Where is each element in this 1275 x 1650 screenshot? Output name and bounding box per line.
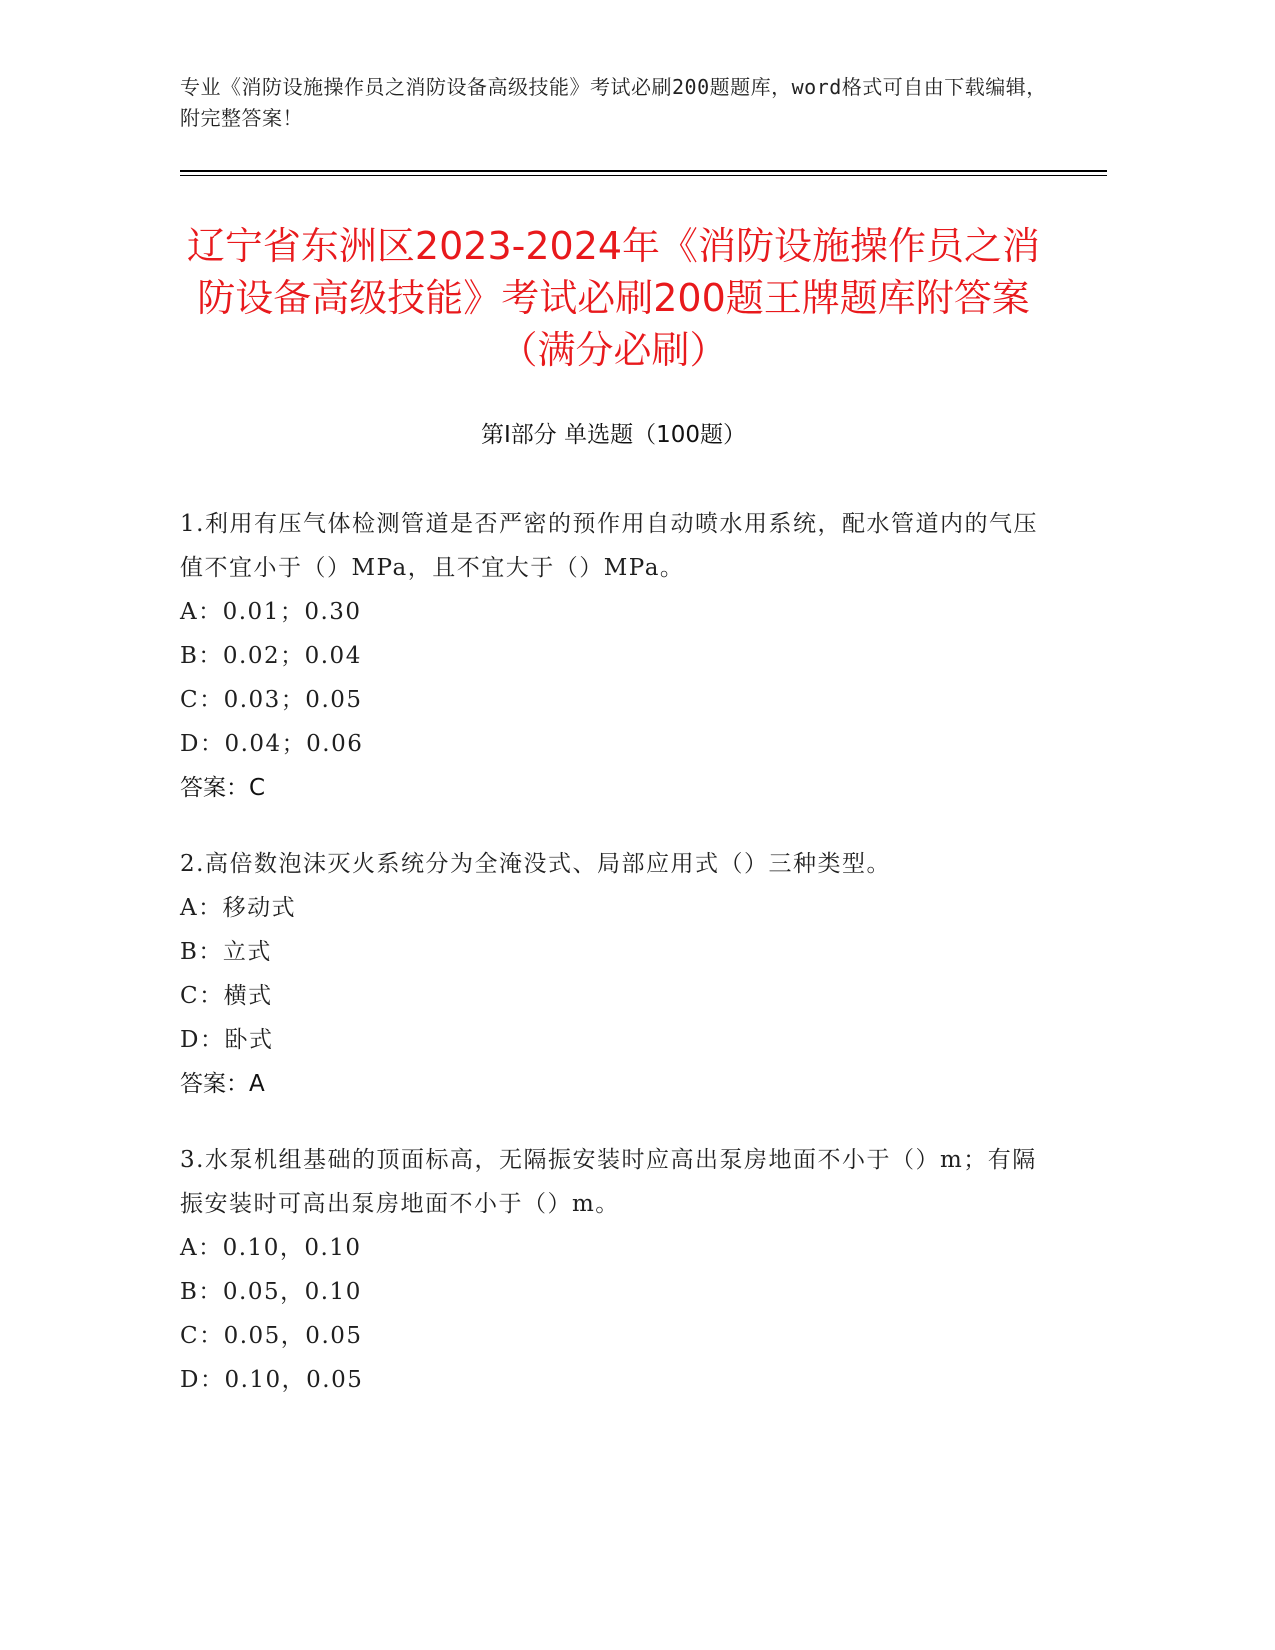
question-stem: 1.利用有压气体检测管道是否严密的预作用自动喷水用系统，配水管道内的气压值不宜小于（）MPa，且不宜大于（）MPa。 bbox=[180, 511, 1038, 581]
option-d: D：0.04；0.06 bbox=[180, 731, 364, 757]
option-d: D：卧式 bbox=[180, 1027, 274, 1053]
question-1 bbox=[180, 502, 1040, 810]
question-stem: 3.水泵机组基础的顶面标高，无隔振安装时应高出泵房地面不小于（）m；有隔振安装时可高出泵房地面不小于（）m。 bbox=[180, 1147, 1037, 1217]
option-c: C：横式 bbox=[180, 983, 273, 1009]
option-c: C：0.05，0.05 bbox=[180, 1323, 363, 1349]
option-c: C：0.03；0.05 bbox=[180, 687, 363, 713]
option-a: A：0.10，0.10 bbox=[180, 1235, 362, 1261]
question-2 bbox=[180, 842, 1040, 1106]
option-a: A：0.01；0.30 bbox=[180, 599, 362, 625]
header-divider bbox=[180, 170, 1107, 176]
question-list bbox=[180, 502, 1040, 1434]
answer: 答案：C bbox=[180, 775, 266, 801]
document-title: 辽宁省东洲区2023-2024年《消防设施操作员之消防设备高级技能》考试必刷200题王牌题库附答案（满分必刷） bbox=[186, 224, 1041, 372]
header-note: 专业《消防设施操作员之消防设备高级技能》考试必刷200题题库，word格式可自由下载编辑，附完整答案！ bbox=[180, 75, 1047, 130]
option-b: B：0.05，0.10 bbox=[180, 1279, 362, 1305]
section-heading: 第I部分 单选题（100题） bbox=[481, 422, 746, 448]
question-stem: 2.高倍数泡沫灭火系统分为全淹没式、局部应用式（）三种类型。 bbox=[180, 851, 891, 877]
option-b: B：0.02；0.04 bbox=[180, 643, 362, 669]
option-d: D：0.10，0.05 bbox=[180, 1367, 364, 1393]
question-3 bbox=[180, 1138, 1040, 1402]
option-a: A：移动式 bbox=[180, 895, 297, 921]
answer: 答案：A bbox=[180, 1071, 265, 1097]
option-b: B：立式 bbox=[180, 939, 272, 965]
